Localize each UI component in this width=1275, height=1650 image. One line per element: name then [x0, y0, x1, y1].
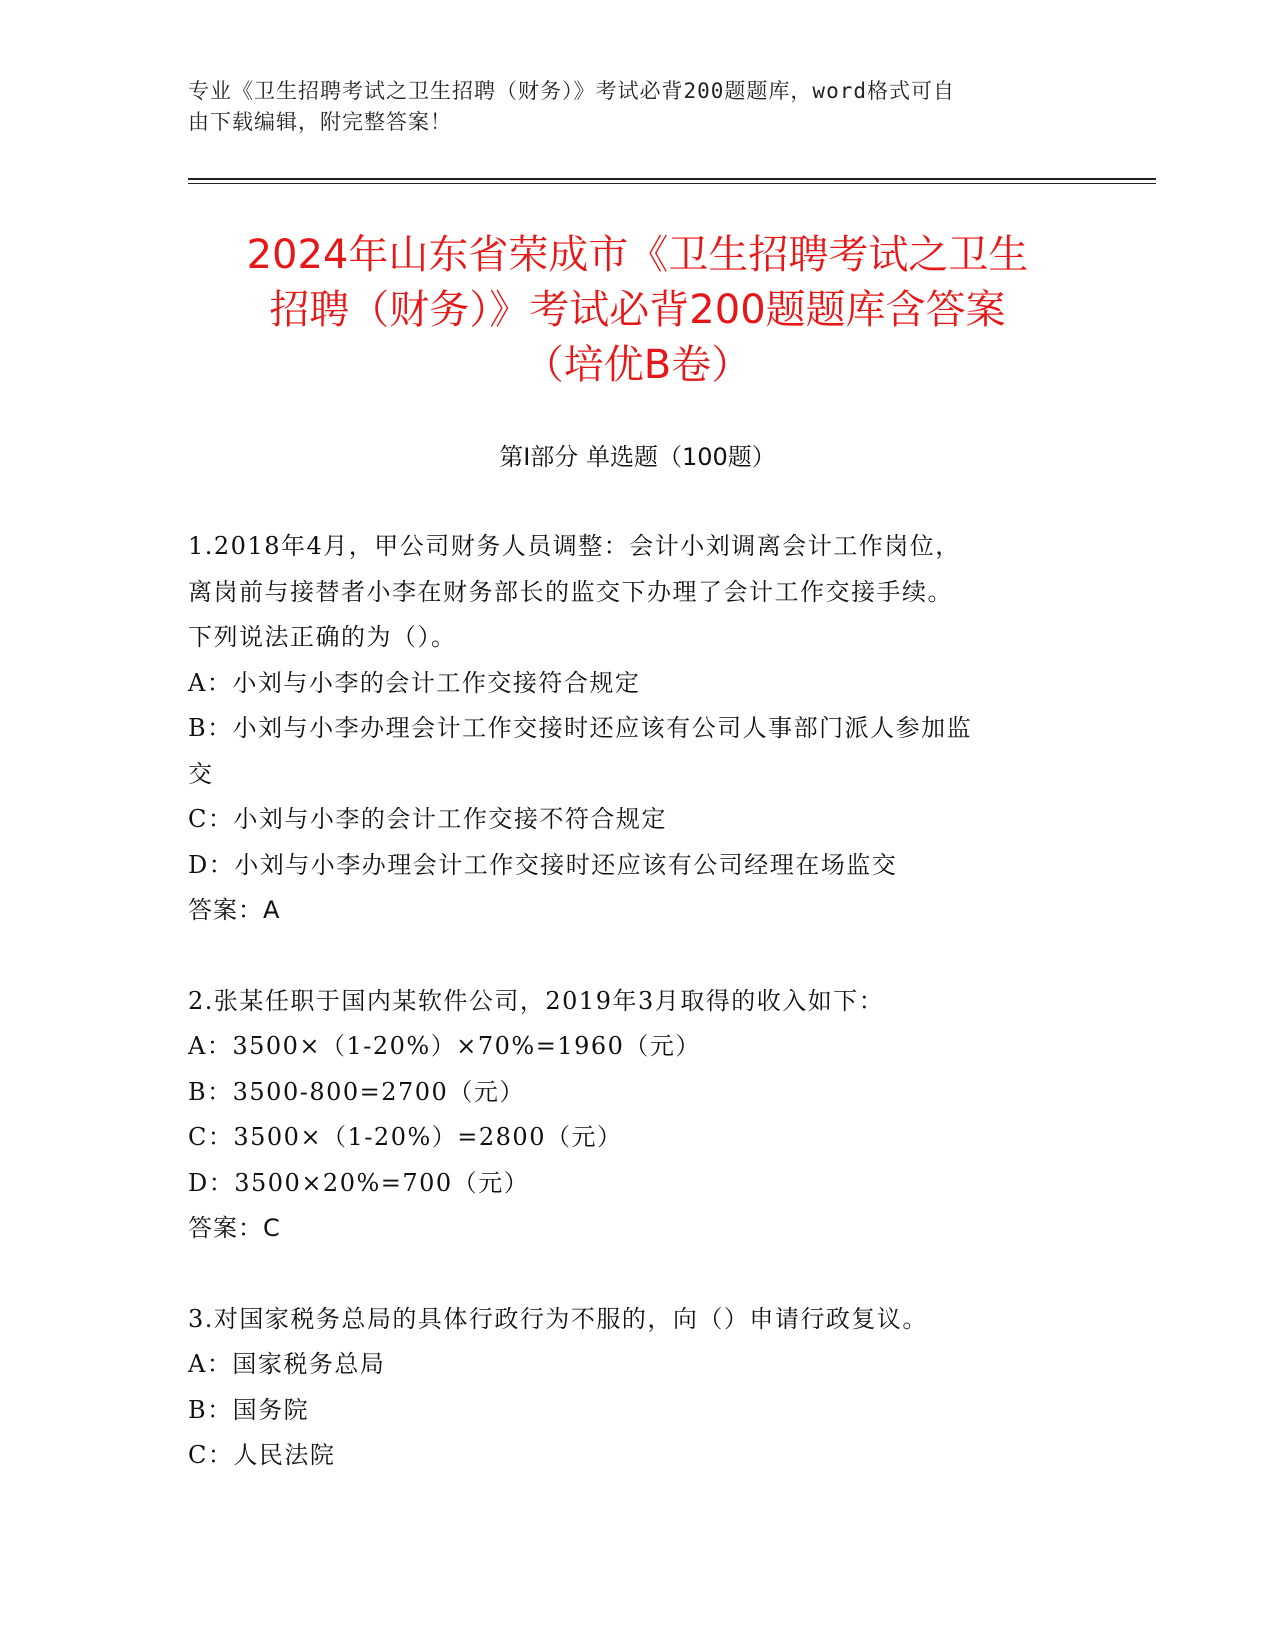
title-line: 2024年山东省荣成市《卫生招聘考试之卫生: [246, 232, 1029, 278]
option-a: A：国家税务总局: [188, 1350, 386, 1378]
option-b-continued: 交: [188, 759, 214, 788]
title-line: （培优B卷）: [523, 342, 752, 388]
option-d: D：小刘与小李办理会计工作交接时还应该有公司经理在场监交: [188, 850, 898, 879]
question-stem: 离岗前与接替者小李在财务部长的监交下办理了会计工作交接手续。: [188, 577, 953, 606]
option-c: C：人民法院: [188, 1441, 336, 1469]
question-list: [188, 524, 1068, 1479]
option-d: D：3500×20%=700（元）: [188, 1168, 530, 1197]
document-title: [150, 228, 1125, 393]
answer-line: 答案：C: [188, 1214, 281, 1242]
header-divider-thin: [188, 183, 1156, 184]
option-b: B：小刘与小李办理会计工作交接时还应该有公司人事部门派人参加监: [188, 714, 973, 742]
question-stem: 3.对国家税务总局的具体行政行为不服的，向（）申请行政复议。: [188, 1304, 928, 1333]
question-3: [188, 1297, 1068, 1479]
option-c: C：3500×（1-20%）=2800（元）: [188, 1123, 623, 1151]
section-heading: 第Ⅰ部分 单选题（100题）: [499, 443, 776, 471]
title-line: 招聘（财务）》考试必背200题题库含答案: [269, 287, 1006, 333]
header-divider: [188, 178, 1156, 180]
question-stem: 下列说法正确的为（）。: [188, 623, 457, 651]
spacer: [188, 934, 1068, 979]
answer-line: 答案：A: [188, 896, 281, 924]
question-1: [188, 524, 1068, 934]
option-a: A：小刘与小李的会计工作交接符合规定: [188, 668, 641, 697]
question-stem: 2.张某任职于国内某软件公司，2019年3月取得的收入如下：: [188, 986, 885, 1015]
document-header: [188, 76, 1088, 138]
spacer: [188, 1252, 1068, 1297]
header-line: 由下载编辑，附完整答案！: [188, 110, 452, 134]
header-line: 专业《卫生招聘考试之卫生招聘（财务）》考试必背200题题库，word格式可自: [188, 79, 955, 103]
question-2: [188, 979, 1068, 1252]
option-b: B：3500-800=2700（元）: [188, 1077, 525, 1106]
option-c: C：小刘与小李的会计工作交接不符合规定: [188, 805, 667, 833]
question-stem: 1.2018年4月，甲公司财务人员调整：会计小刘调离会计工作岗位，: [188, 532, 961, 560]
option-a: A：3500×（1-20%）×70%=1960（元）: [188, 1032, 701, 1060]
option-b: B：国务院: [188, 1395, 310, 1424]
